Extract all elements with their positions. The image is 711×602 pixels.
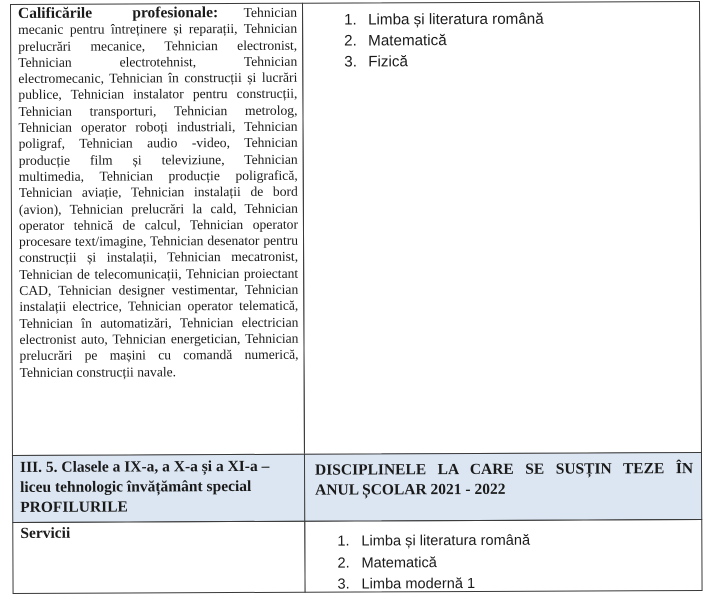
qualifications-cell [10,3,305,456]
qualifications-paragraph [18,5,299,381]
list-item [344,51,544,73]
list-item [344,9,544,31]
list-item [337,574,530,596]
list-item-number: 2. [344,32,357,50]
qualifications-lead: Calificările profesionale: [18,4,219,22]
list-item-number: 3. [337,576,350,593]
list-item-label: Limba și literatura română [361,532,531,550]
subjects-list-top [344,9,544,73]
disciplines-heading: DISCIPLINELE LA CARE SE SUSȚIN TEZE ÎN ANUL ȘCOLAR 2021 - 2022 [314,460,694,499]
list-item-number: 3. [344,53,357,71]
list-item-number: 1. [344,11,357,29]
subjects-list-bottom [337,531,530,596]
section-header-left [12,454,305,523]
section-header-right [304,452,702,522]
subjects-cell-bottom [304,519,702,593]
qualifications-list-text: Tehnician mecanic pentru întreținere și reparații, Tehnician prelucrări mecanice, Tehnician electronist, Tehnician electrotehnist, Tehnician electromecanic, Tehnician în construcții și lucrări publice, Tehnician instalator pentru construcții, Tehnician transporturi, Tehnician metrolog, Tehnician operator roboți industriali, Tehnician poligraf, Tehnician audio -video, Tehnician producție film și televiziune, Tehnician multimedia, Tehnician producție poligrafică, Tehnician aviație, Tehnician instalații de bord (avion), Tehnician prelucrări la cald, Tehnician operator tehnică de calcul, Tehnician operator procesare text/imagine, Tehnician desenator pentru construcții și instalații, Tehnician mecatronist, Tehnician de telecomunicații, Tehnician proiectant CAD, Tehnician designer vestimentar, Tehnician instalații electrice, Tehnician operator telematică, Tehnician în automatizări, Tehnician electrician electronist auto, Tehnician energetician, Tehnician prelucrări pe mașini cu comandă numerică, Tehnician construcții navale. [18,4,299,380]
list-item-label: Limba modernă 1 [361,575,476,593]
list-item-number: 2. [337,555,350,572]
list-item-label: Matematică [361,554,437,571]
list-item-label: Limba și literatura română [368,10,544,29]
services-label: Servicii [20,524,71,542]
section-title: III. 5. Clasele a IX-a, a X-a și a XI-a – liceu tehnologic învățământ special PROFILURILE [19,457,270,516]
list-item [344,30,544,52]
list-item [337,531,530,553]
list-item-label: Matematică [368,32,447,50]
subjects-table [10,1,703,594]
subjects-cell-top [302,1,702,455]
services-cell [12,521,305,594]
list-item-label: Fizică [368,53,408,71]
list-item-number: 1. [337,533,350,550]
list-item [337,552,530,574]
